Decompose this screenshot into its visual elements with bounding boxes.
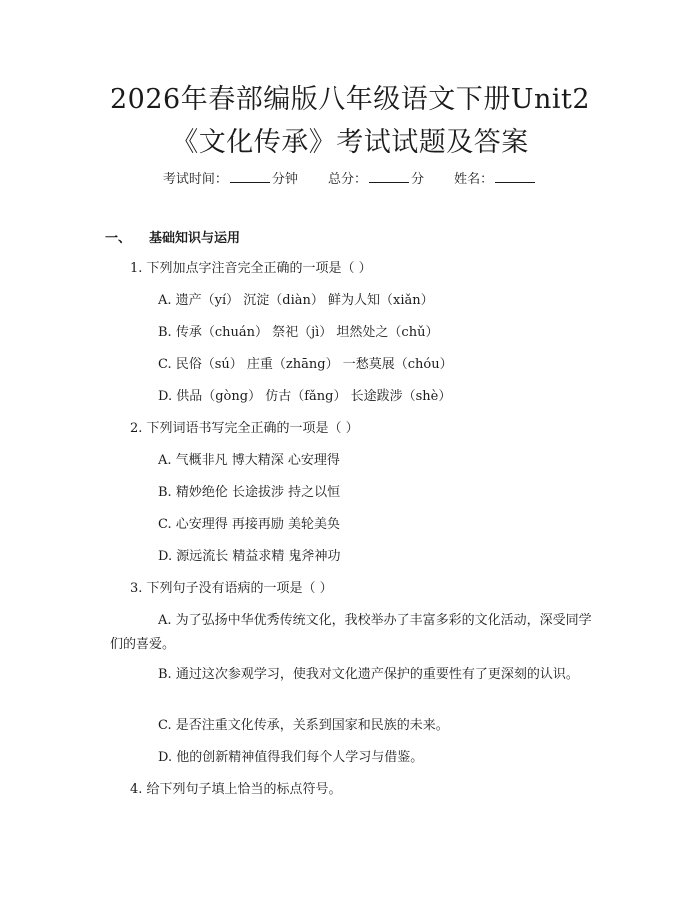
question-option: A. 气概非凡 博大精深 心安理得 bbox=[158, 453, 340, 468]
exam-info-line bbox=[0, 168, 700, 190]
question-option: C. 心安理得 再接再励 美轮美奂 bbox=[158, 517, 341, 532]
name-label: 姓名： bbox=[454, 172, 494, 187]
question-option: D. 他的创新精神值得我们每个人学习与借鉴。 bbox=[158, 750, 424, 765]
exam-time-blank[interactable] bbox=[230, 168, 270, 183]
total-score-unit: 分 bbox=[411, 172, 425, 187]
section-title: 基础知识与运用 bbox=[149, 231, 241, 246]
document-title: 2026年春部编版八年级语文下册Unit2《文化传承》考试试题及答案 bbox=[109, 84, 591, 158]
question-option: B. 通过这次参观学习，使我对文化遗产保护的重要性有了更深刻的认识。 bbox=[158, 667, 579, 682]
question-option: C. 民俗（sú） 庄重（zhāng） 一愁莫展（chóu） bbox=[158, 357, 453, 372]
total-score-blank[interactable] bbox=[369, 168, 409, 183]
section-heading bbox=[105, 230, 240, 248]
question-option: D. 供品（gòng） 仿古（fǎng） 长途跋涉（shè） bbox=[158, 389, 452, 404]
question-option: B. 精妙绝伦 长途拔涉 持之以恒 bbox=[158, 485, 341, 500]
question-option: A. 为了弘扬中华优秀传统文化，我校举办了丰富多彩的文化活动，深受同学们的喜爱。 bbox=[110, 613, 592, 652]
name-blank[interactable] bbox=[495, 168, 535, 183]
question-stem: 3. 下列句子没有语病的一项是（ ） bbox=[130, 581, 333, 596]
question-option: A. 遗产（yí） 沉淀（diàn） 鲜为人知（xiǎn） bbox=[158, 293, 434, 308]
name-field bbox=[454, 172, 537, 187]
exam-time-field bbox=[163, 172, 302, 187]
question-stem: 2. 下列词语书写完全正确的一项是（ ） bbox=[130, 421, 359, 436]
question-stem: 4. 给下列句子填上恰当的标点符号。 bbox=[130, 782, 342, 797]
question-option: B. 传承（chuán） 祭祀（jì） 坦然处之（chǔ） bbox=[158, 325, 439, 340]
section-number: 一、 bbox=[105, 231, 132, 246]
question-option: C. 是否注重文化传承，关系到国家和民族的未来。 bbox=[158, 718, 449, 733]
question-stem: 1. 下列加点字注音完全正确的一项是（ ） bbox=[130, 261, 372, 276]
question-option: D. 源远流长 精益求精 鬼斧神功 bbox=[158, 549, 341, 564]
total-score-field bbox=[328, 172, 428, 187]
exam-time-unit: 分钟 bbox=[271, 172, 298, 187]
total-score-label: 总分： bbox=[327, 172, 367, 187]
exam-time-label: 考试时间： bbox=[162, 172, 228, 187]
